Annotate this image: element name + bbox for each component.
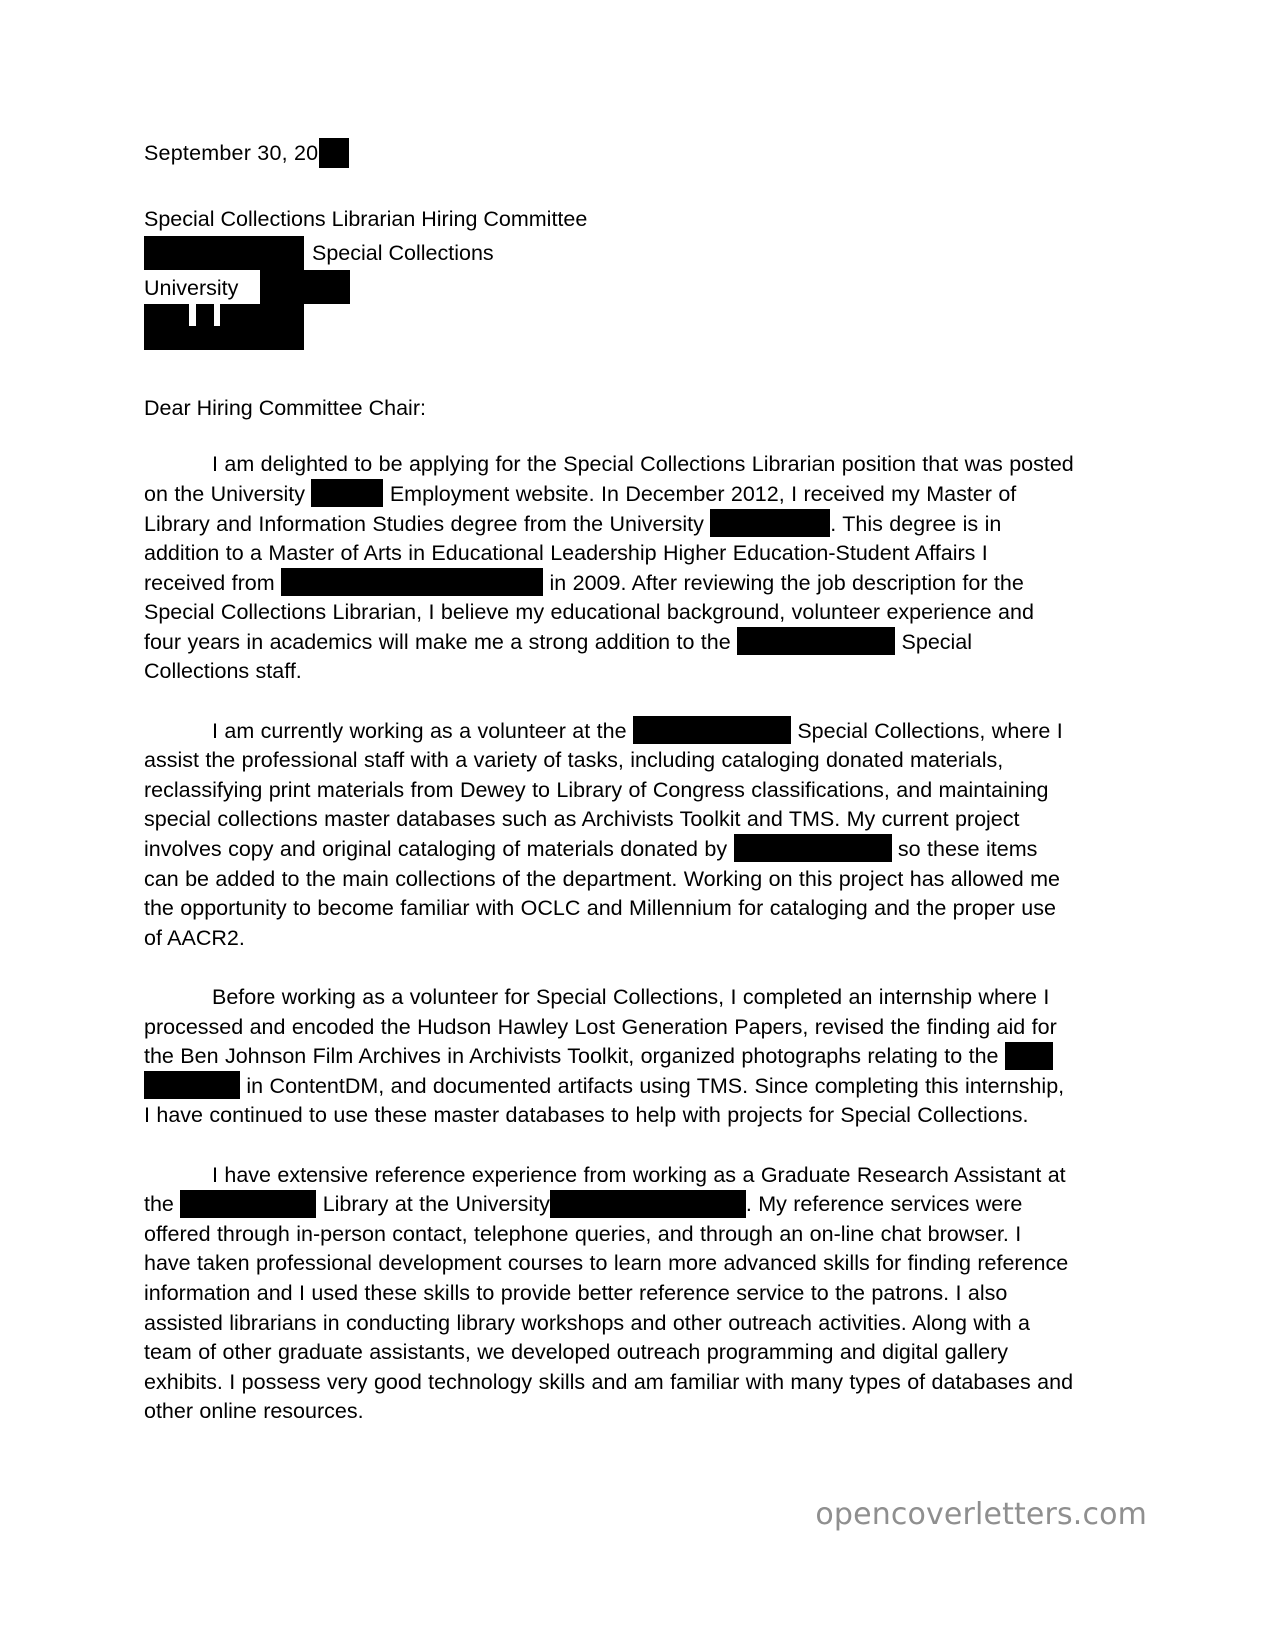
redaction-p2-donor (734, 834, 892, 862)
p1-run-a: I am delighted to be applying for the Special Collections Librarian position that was posted on the University (144, 452, 1074, 506)
date-text: September 30, 20 (144, 141, 319, 165)
scan-edge-left (0, 0, 6, 1650)
p4-run-c: . My reference services were offered through in-person contact, telephone queries, and through an on-line chat browser. I have taken professional development courses to learn more advanced skills for finding reference information and I used these skills to provide better reference service to the patrons. I also assisted librarians in conducting library workshops and other outreach activities. Along with a team of other graduate assistants, we developed outreach programming and digital gallery exhibits. I possess very good technology skills and am familiar with many types of databases and other online resources. (144, 1192, 1074, 1424)
redaction-p1-university-2 (710, 509, 830, 537)
redaction-bar-7 (144, 326, 304, 350)
redaction-p4-library-name (180, 1190, 316, 1218)
recipient-committee-text: Special Collections Librarian Hiring Committee (144, 207, 588, 232)
redaction-bar-3 (304, 270, 350, 304)
redaction-bar-4 (144, 304, 189, 326)
p1-run-c: . This degree is in addition to a Master of Arts in Educational Leadership Higher Education-Student Affairs I received from (144, 511, 1002, 595)
paragraph-4 (144, 1161, 1074, 1427)
redaction-p4-university (550, 1190, 746, 1218)
recipient-university-word: University (144, 276, 239, 301)
recipient-redaction-shape (144, 236, 504, 346)
p1-run-e: Special Collections staff. (144, 629, 973, 684)
redaction-p1-employer (737, 627, 895, 655)
redaction-p1-institution (281, 568, 543, 596)
scan-edge-bottom (0, 1646, 1275, 1650)
redaction-bar-5 (196, 304, 214, 326)
redaction-p2-institution (633, 716, 791, 744)
redaction-bar-1 (144, 236, 304, 270)
redaction-p3-collection-part2 (144, 1071, 240, 1099)
redaction-bar-2 (260, 270, 304, 304)
date-line (144, 138, 1074, 169)
paragraph-3 (144, 983, 1074, 1131)
p3-run-a: Before working as a volunteer for Special Collections, I completed an internship where I processed and encoded the Hudson Hawley Lost Generation Papers, revised the finding aid for the Ben Johnson Film Archives in Archivists Toolkit, organized photographs relating to the (144, 985, 1057, 1069)
paragraph-2 (144, 717, 1074, 954)
p2-run-c: so these items can be added to the main collections of the department. Working on this project has allowed me the opportunity to become familiar with OCLC and Millennium for cataloging and the proper use of AACR2. (144, 837, 1060, 950)
recipient-dept-suffix: Special Collections (312, 241, 494, 266)
redaction-bar-6 (220, 304, 304, 326)
paragraph-1 (144, 450, 1074, 687)
p4-run-a: I have extensive reference experience from working as a Graduate Research Assistant at the (144, 1162, 1066, 1217)
redaction-p3-collection-part1 (1005, 1042, 1053, 1070)
p1-run-b: Employment website. In December 2012, I received my Master of Library and Information Studies degree from the University (144, 481, 1017, 536)
p1-run-d: in 2009. After reviewing the job description for the Special Collections Librarian, I believe my educational background, volunteer experience and four years in academics will make me a strong addition to the (144, 570, 1034, 654)
recipient-committee-line (144, 204, 1074, 234)
site-watermark: opencoverletters.com (815, 1497, 1147, 1532)
redaction-date-year (319, 138, 349, 168)
p2-run-b: Special Collections, where I assist the professional staff with a variety of tasks, including cataloging donated materials, reclassifying print materials from Dewey to Library of Congress classifications, and maintaining special collections master databases such as Archivists Toolkit and TMS. My current project involves copy and original cataloging of materials donated by (144, 718, 1063, 862)
p4-run-b: Library at the University (322, 1192, 550, 1217)
redaction-p1-university-1 (311, 479, 383, 507)
salutation: Dear Hiring Committee Chair: (144, 396, 426, 421)
letter-content (144, 138, 1074, 1427)
recipient-address-block (144, 204, 1074, 346)
p2-run-a: I am currently working as a volunteer at the (212, 718, 627, 743)
p3-run-b: in ContentDM, and documented artifacts using TMS. Since completing this internship, I have continued to use these master databases to help with projects for Special Collections. (144, 1073, 1065, 1128)
